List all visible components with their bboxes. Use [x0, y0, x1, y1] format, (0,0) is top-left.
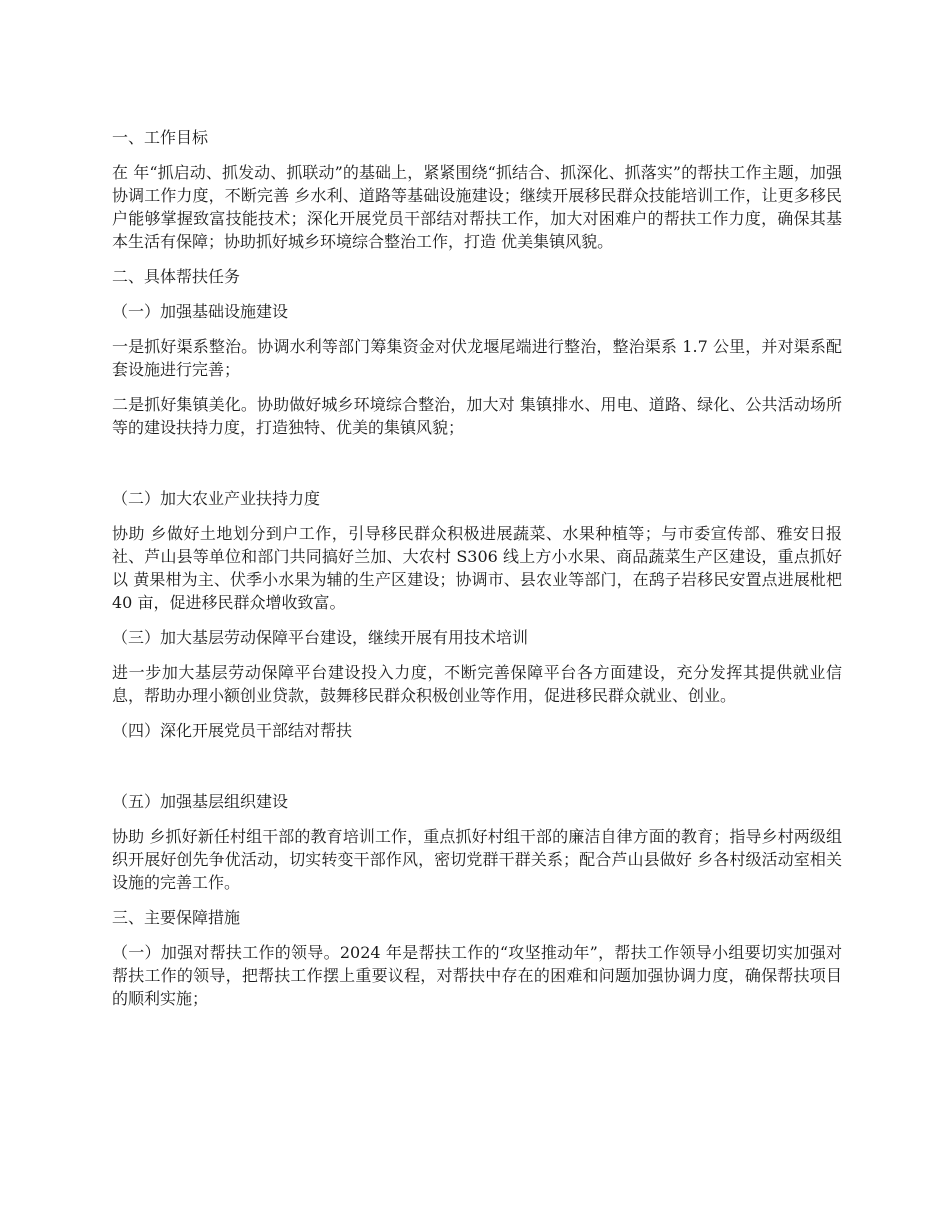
subheading-grassroots: （五）加强基层组织建设	[112, 792, 289, 811]
document-body	[112, 126, 842, 1022]
section-heading-tasks: 二、具体帮扶任务	[112, 267, 241, 286]
paragraph-agriculture: 协助 乡做好土地划分到户工作，引导移民群众积极进展蔬菜、水果种植等；与市委宣传部、雅安日报社、芦山县等单位和部门共同搞好兰加、大农村 S306 线上方小水果、商品蔬菜生产区建设，重点抓好以 黄果柑为主、伏季小水果为辅的生产区建设；协调市、县农业等部门，在鸹子岩移民安置点进展枇杷 40 亩，促进移民群众增收致富。	[112, 524, 842, 612]
subheading-agriculture: （二）加大农业产业扶持力度	[112, 489, 321, 508]
section-heading-measures: 三、主要保障措施	[112, 908, 241, 927]
paragraph-work-goals: 在 年“抓启动、抓发动、抓联动”的基础上，紧紧围绕“抓结合、抓深化、抓落实”的帮扶工作主题，加强协调工作力度，不断完善 乡水利、道路等基础设施建设；继续开展移民群众技能培训工作，让更多移民户能够掌握致富技能技术；深化开展党员干部结对帮扶工作，加大对困难户的帮扶工作力度，确保其基本生活有保障；协助抓好城乡环境综合整治工作，打造 优美集镇风貌。	[112, 163, 842, 251]
section-heading-work-goals: 一、工作目标	[112, 128, 209, 147]
spacer	[112, 451, 842, 487]
subheading-party-pairing: （四）深化开展党员干部结对帮扶	[112, 721, 353, 740]
subheading-labor-platform: （三）加大基层劳动保障平台建设，继续开展有用技术培训	[112, 628, 529, 647]
paragraph-town-beautify: 二是抓好集镇美化。协助做好城乡环境综合整治，加大对 集镇排水、用电、道路、绿化、公共活动场所等的建设扶持力度，打造独特、优美的集镇风貌；	[112, 395, 842, 437]
paragraph-canal: 一是抓好渠系整治。协调水利等部门筹集资金对伏龙堰尾端进行整治，整治渠系 1.7 公里，并对渠系配套设施进行完善；	[112, 337, 842, 379]
subheading-infrastructure: （一）加强基础设施建设	[112, 302, 289, 321]
paragraph-leadership: （一）加强对帮扶工作的领导。2024 年是帮扶工作的“攻坚推动年”，帮扶工作领导小组要切实加强对帮扶工作的领导，把帮扶工作摆上重要议程，对帮扶中存在的困难和问题加强协调力度，确保帮扶项目的顺利实施；	[112, 943, 842, 1008]
paragraph-grassroots: 协助 乡抓好新任村组干部的教育培训工作，重点抓好村组干部的廉洁自律方面的教育；指导乡村两级组织开展好创先争优活动，切实转变干部作风，密切党群干群关系；配合芦山县做好 乡各村级活动室相关设施的完善工作。	[112, 827, 842, 892]
paragraph-labor-platform: 进一步加大基层劳动保障平台建设投入力度，不断完善保障平台各方面建设，充分发挥其提供就业信息，帮助办理小额创业贷款，鼓舞移民群众积极创业等作用，促进移民群众就业、创业。	[112, 663, 842, 705]
spacer	[112, 754, 842, 790]
